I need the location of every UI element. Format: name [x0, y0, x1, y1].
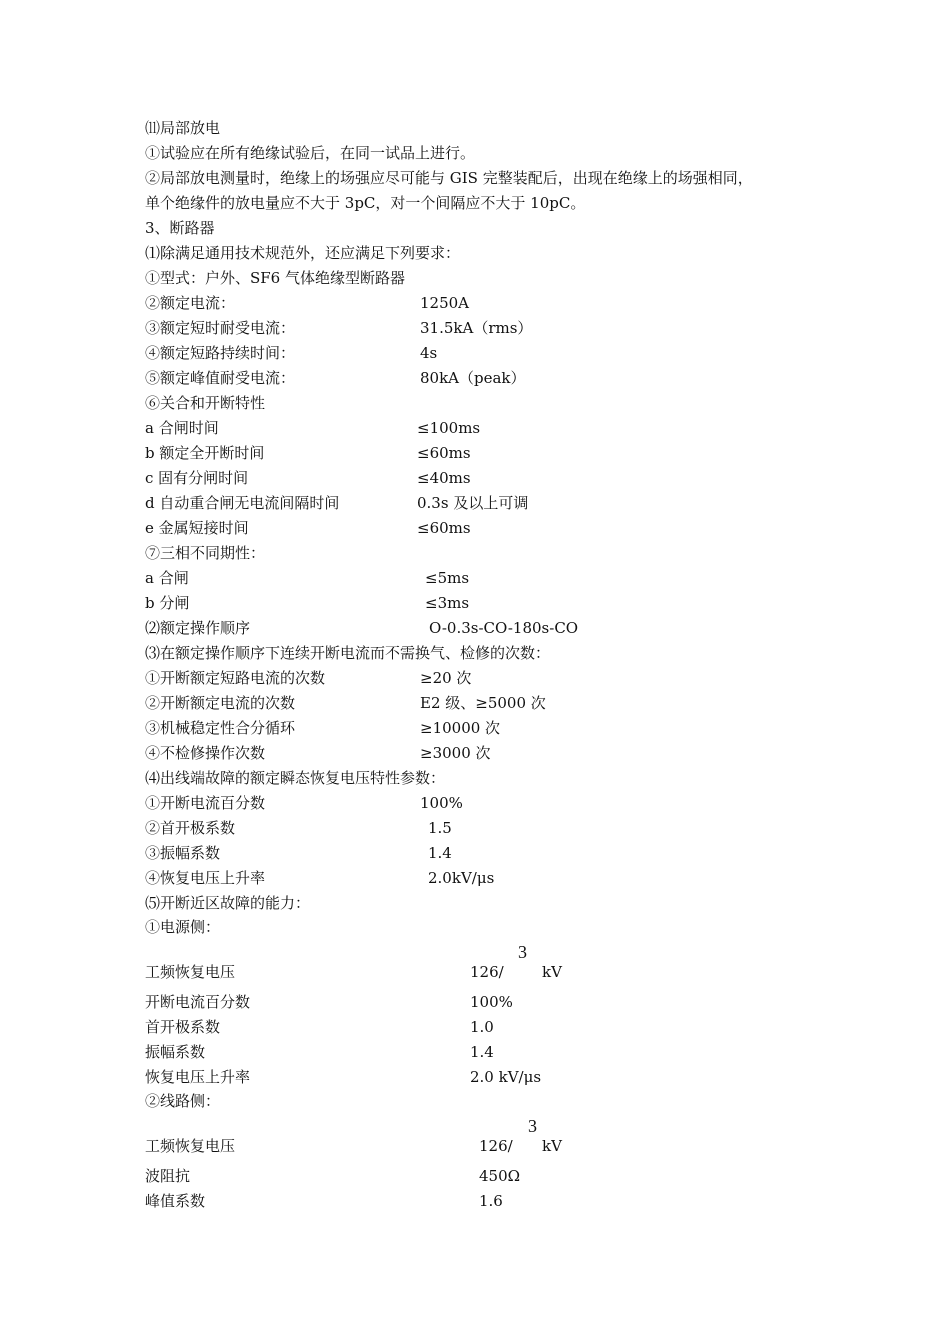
- spec-value: 0.3s 及以上可调: [417, 494, 529, 512]
- spec-value: 1.5: [428, 819, 452, 837]
- spec-value: 31.5kA（rms）: [420, 319, 533, 337]
- subsection-5-title: ⑸开断近区故障的能力：: [145, 894, 311, 912]
- pd-title: ⑾局部放电: [145, 119, 221, 137]
- pd-paragraph-2a: ②局部放电测量时，绝缘上的场强应尽可能与 GIS 完整装配后，出现在绝缘上的场强相同，: [145, 169, 753, 187]
- spec-value: 450Ω: [479, 1167, 521, 1185]
- spec-value: 80kA（peak）: [420, 369, 526, 387]
- spec-label: 开断电流百分数: [145, 993, 251, 1011]
- spec-value: ≥3000 次: [420, 744, 491, 762]
- spec-value: 126/: [470, 963, 504, 981]
- spec-label: 工频恢复电压: [145, 963, 236, 981]
- spec-value: 2.0kV/μs: [428, 869, 495, 887]
- spec-label: ④额定短路持续时间：: [145, 344, 296, 362]
- spec-unit: kV: [542, 963, 562, 981]
- spec-value: ≤5ms: [425, 569, 470, 587]
- spec-value: ≥10000 次: [420, 719, 501, 737]
- spec-label: a 合闸: [145, 569, 189, 587]
- spec-value: 1.6: [479, 1192, 503, 1210]
- operation-title: ⑥关合和开断特性: [145, 394, 266, 412]
- spec-value: 4s: [420, 344, 438, 362]
- spec-value: 2.0 kV/μs: [470, 1068, 542, 1086]
- source-side-title: ①电源侧：: [145, 918, 221, 936]
- spec-label: e 金属短接时间: [145, 519, 249, 537]
- spec-value: 1.0: [470, 1018, 494, 1036]
- pd-paragraph-2b: 单个绝缘件的放电量应不大于 3pC，对一个间隔应不大于 10pC。: [145, 194, 586, 212]
- spec-label: ④不检修操作次数: [145, 744, 266, 762]
- spec-label: ③振幅系数: [145, 844, 221, 862]
- spec-label: 波阻抗: [145, 1167, 191, 1185]
- spec-value: ≤100ms: [417, 419, 481, 437]
- spec-label: ⑵额定操作顺序: [145, 619, 251, 637]
- spec-label: ②首开极系数: [145, 819, 236, 837]
- spec-label: ③额定短时耐受电流：: [145, 319, 296, 337]
- spec-label: ②额定电流：: [145, 294, 236, 312]
- spec-value: E2 级、≥5000 次: [420, 694, 546, 712]
- spec-label: b 分闸: [145, 594, 190, 612]
- spec-value: ≤40ms: [417, 469, 471, 487]
- spec-value: 100%: [420, 794, 463, 812]
- subsection-4-title: ⑷出线端故障的额定瞬态恢复电压特性参数：: [145, 769, 446, 787]
- spec-label: d 自动重合闸无电流间隔时间: [145, 494, 340, 512]
- subsection-3-title: ⑶在额定操作顺序下连续开断电流而不需换气、检修的次数：: [145, 644, 551, 662]
- spec-label: ⑤额定峰值耐受电流：: [145, 369, 296, 387]
- spec-value: ≤3ms: [425, 594, 470, 612]
- spec-label: 峰值系数: [145, 1192, 206, 1210]
- spec-value: O-0.3s-CO-180s-CO: [429, 619, 579, 637]
- line-side-title: ②线路侧：: [145, 1092, 221, 1110]
- spec-label: ①开断电流百分数: [145, 794, 266, 812]
- pd-paragraph-1: ①试验应在所有绝缘试验后，在同一试品上进行。: [145, 144, 476, 162]
- spec-label: c 固有分闸时间: [145, 469, 249, 487]
- spec-value: 100%: [470, 993, 513, 1011]
- spec-label: ②开断额定电流的次数: [145, 694, 296, 712]
- spec-label: 振幅系数: [145, 1043, 206, 1061]
- spec-value: 1.4: [470, 1043, 494, 1061]
- spec-label: b 额定全开断时间: [145, 444, 265, 462]
- section-heading: 3、断路器: [145, 219, 215, 237]
- spec-value: 1.4: [428, 844, 452, 862]
- sync-title: ⑦三相不同期性：: [145, 544, 266, 562]
- sqrt-3-superscript: 3: [528, 1116, 537, 1136]
- subsection-1-title: ⑴除满足通用技术规范外，还应满足下列要求：: [145, 244, 461, 262]
- spec-value: ≥20 次: [420, 669, 472, 687]
- breaker-type: ①型式：户外、SF6 气体绝缘型断路器: [145, 269, 405, 287]
- spec-label: 恢复电压上升率: [145, 1068, 251, 1086]
- spec-label: a 合闸时间: [145, 419, 219, 437]
- sqrt-3-superscript: 3: [518, 942, 527, 962]
- spec-unit: kV: [542, 1137, 562, 1155]
- spec-value: ≤60ms: [417, 519, 471, 537]
- spec-label: 工频恢复电压: [145, 1137, 236, 1155]
- spec-label: 首开极系数: [145, 1018, 221, 1036]
- spec-label: ④恢复电压上升率: [145, 869, 266, 887]
- spec-value: 126/: [479, 1137, 513, 1155]
- spec-value: 1250A: [420, 294, 470, 312]
- spec-label: ③机械稳定性合分循环: [145, 719, 296, 737]
- spec-label: ①开断额定短路电流的次数: [145, 669, 326, 687]
- spec-value: ≤60ms: [417, 444, 471, 462]
